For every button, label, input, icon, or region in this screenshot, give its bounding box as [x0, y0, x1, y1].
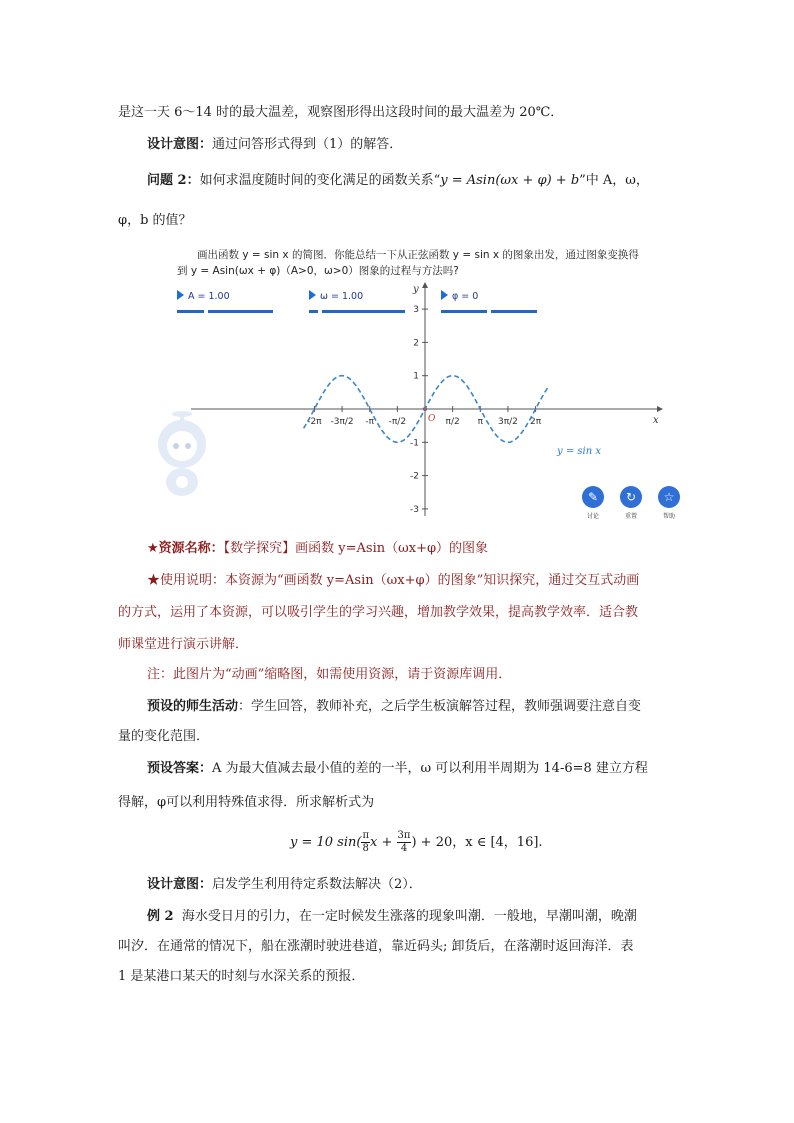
answer-label: 预设答案： — [147, 761, 213, 776]
y-tick-label: -1 — [410, 438, 419, 449]
reset-icon[interactable]: ↻ — [620, 486, 642, 508]
example-text: 海水受日月的引力，在一定时候发生涨落的现象叫潮．一般地，早潮叫潮，晚潮 — [181, 909, 637, 924]
y-tick-label: -3 — [410, 504, 419, 515]
usage-line-2: 的方式，运用了本资源，可以吸引学生的学习兴趣，增加教学效果，提高教学效率．适合教 — [118, 605, 639, 620]
star-icon: ★ — [147, 541, 159, 556]
sine-chart — [163, 280, 683, 520]
activity-text: ：学生回答，教师补充，之后学生板演解答过程，教师强调要注意自变 — [238, 699, 642, 714]
question-text-2: ”中 A，ω， — [579, 173, 649, 188]
x-tick-label: -π/2 — [388, 417, 407, 427]
y-axis-label: y — [413, 284, 419, 295]
example-2-line-1 — [147, 908, 637, 926]
question-formula: y = Asin(ωx + φ) + b — [440, 173, 580, 188]
question-2 — [147, 172, 649, 190]
answer-line-2: 得解，φ可以利用特殊值求得．所求解析式为 — [118, 795, 375, 810]
x-tick-label: π/2 — [445, 417, 460, 427]
usage-text: 本资源为“画函数 y=Asin（ωx+φ）的图象”知识探究，通过交互式动画 — [225, 573, 640, 588]
y-axis-arrow — [422, 282, 428, 288]
star-icon[interactable]: ☆ — [658, 486, 680, 508]
help-button[interactable] — [657, 486, 681, 520]
question-2-line-2: φ，b 的值？ — [118, 213, 192, 228]
activity-line-1 — [147, 698, 641, 716]
fraction-pi-8: $\frac{\pi}{8}$ — [362, 830, 370, 854]
x-tick-label: 2π — [530, 417, 542, 427]
origin-label: O — [428, 414, 436, 424]
series-label: y = sin x — [557, 446, 601, 457]
answer-line-1 — [147, 760, 648, 778]
slider-omega-label: ω = 1.00 — [309, 290, 363, 302]
formula-mid: x + — [370, 835, 397, 850]
y-tick-label: 1 — [413, 371, 419, 382]
animation-thumbnail — [163, 240, 683, 526]
thumbnail-prompt-line-2: 到 y = Asin(ωx + φ)（A>0，ω>0）图象的过程与方法吗? — [177, 265, 459, 277]
resource-name-text: 【数学探究】画函数 y=Asin（ωx+φ）的图象 — [223, 541, 489, 556]
resource-name-label: 资源名称： — [158, 541, 224, 556]
star-icon: ★ — [147, 573, 161, 588]
design-intent-text: 启发学生利用待定系数法解决（2）． — [212, 877, 422, 892]
example-label: 例 2 — [147, 909, 174, 924]
x-tick-label: π — [477, 417, 484, 427]
design-intent-text: 通过问答形式得到（1）的解答． — [212, 137, 403, 152]
formula-rhs: ) + 20，x ∈ [4，16]. — [411, 835, 543, 850]
edit-icon[interactable]: ✎ — [582, 486, 604, 508]
discuss-button-label: 讨论 — [586, 513, 599, 520]
discuss-button[interactable] — [581, 486, 605, 520]
x-axis-arrow — [657, 406, 663, 412]
note-text: 注：此图片为“动画”缩略图，如需使用资源，请于资源库调用． — [147, 667, 512, 682]
slider-phi-label: φ = 0 — [441, 290, 478, 302]
resource-name — [147, 540, 488, 558]
design-intent-1 — [147, 136, 402, 154]
y-tick-label: 3 — [413, 305, 419, 316]
example-2-line-2: 叫汐．在通常的情况下，船在涨潮时驶进巷道，靠近码头; 卸货后，在落潮时返回海洋．表 — [118, 939, 634, 954]
solution-formula — [290, 830, 543, 855]
question-label: 问题 2： — [147, 173, 200, 188]
y-tick-label: -2 — [410, 471, 419, 482]
answer-text: A 为最大值减去最小值的差的一半，ω 可以利用半周期为 14-6=8 建立方程 — [212, 761, 648, 776]
paragraph-text: 是这一天 6～14 时的最大温差，观察图形得出这段时间的最大温差为 20℃． — [118, 105, 564, 120]
x-tick-label: 3π/2 — [497, 417, 518, 427]
example-2-line-3: 1 是某港口某天的时刻与水深关系的预报． — [118, 969, 365, 984]
slider-a-label: A = 1.00 — [177, 290, 230, 302]
x-tick-label: -π — [365, 417, 375, 427]
reset-button-label: 重置 — [624, 513, 637, 520]
fraction-3pi-4: $\frac{3\pi}{4}$ — [397, 830, 411, 854]
activity-line-2: 量的变化范围． — [118, 729, 210, 744]
usage-line-3: 师课堂进行演示讲解． — [118, 637, 249, 652]
design-intent-2 — [147, 876, 422, 894]
help-button-label: 帮助 — [662, 513, 675, 520]
x-axis-label: x — [653, 415, 659, 426]
thumbnail-prompt-line-1: 画出函数 y = sin x 的简图．你能总结一下从正弦函数 y = sin x 的图象出发，通过图象变换得 — [197, 249, 639, 261]
y-tick-label: 2 — [413, 338, 419, 349]
formula-lhs: y = 10 sin( — [290, 835, 362, 850]
design-intent-label: 设计意图： — [147, 137, 213, 152]
question-text-1: 如何求温度随时间的变化满足的函数关系“ — [199, 173, 441, 188]
x-tick-label: -3π/2 — [330, 417, 354, 427]
usage-line-1 — [147, 572, 639, 590]
reset-button[interactable] — [619, 486, 643, 520]
x-tick-label: -2π — [307, 417, 322, 427]
design-intent-label: 设计意图： — [147, 877, 213, 892]
activity-label: 预设的师生活动 — [147, 699, 239, 714]
usage-label: 使用说明： — [160, 573, 226, 588]
